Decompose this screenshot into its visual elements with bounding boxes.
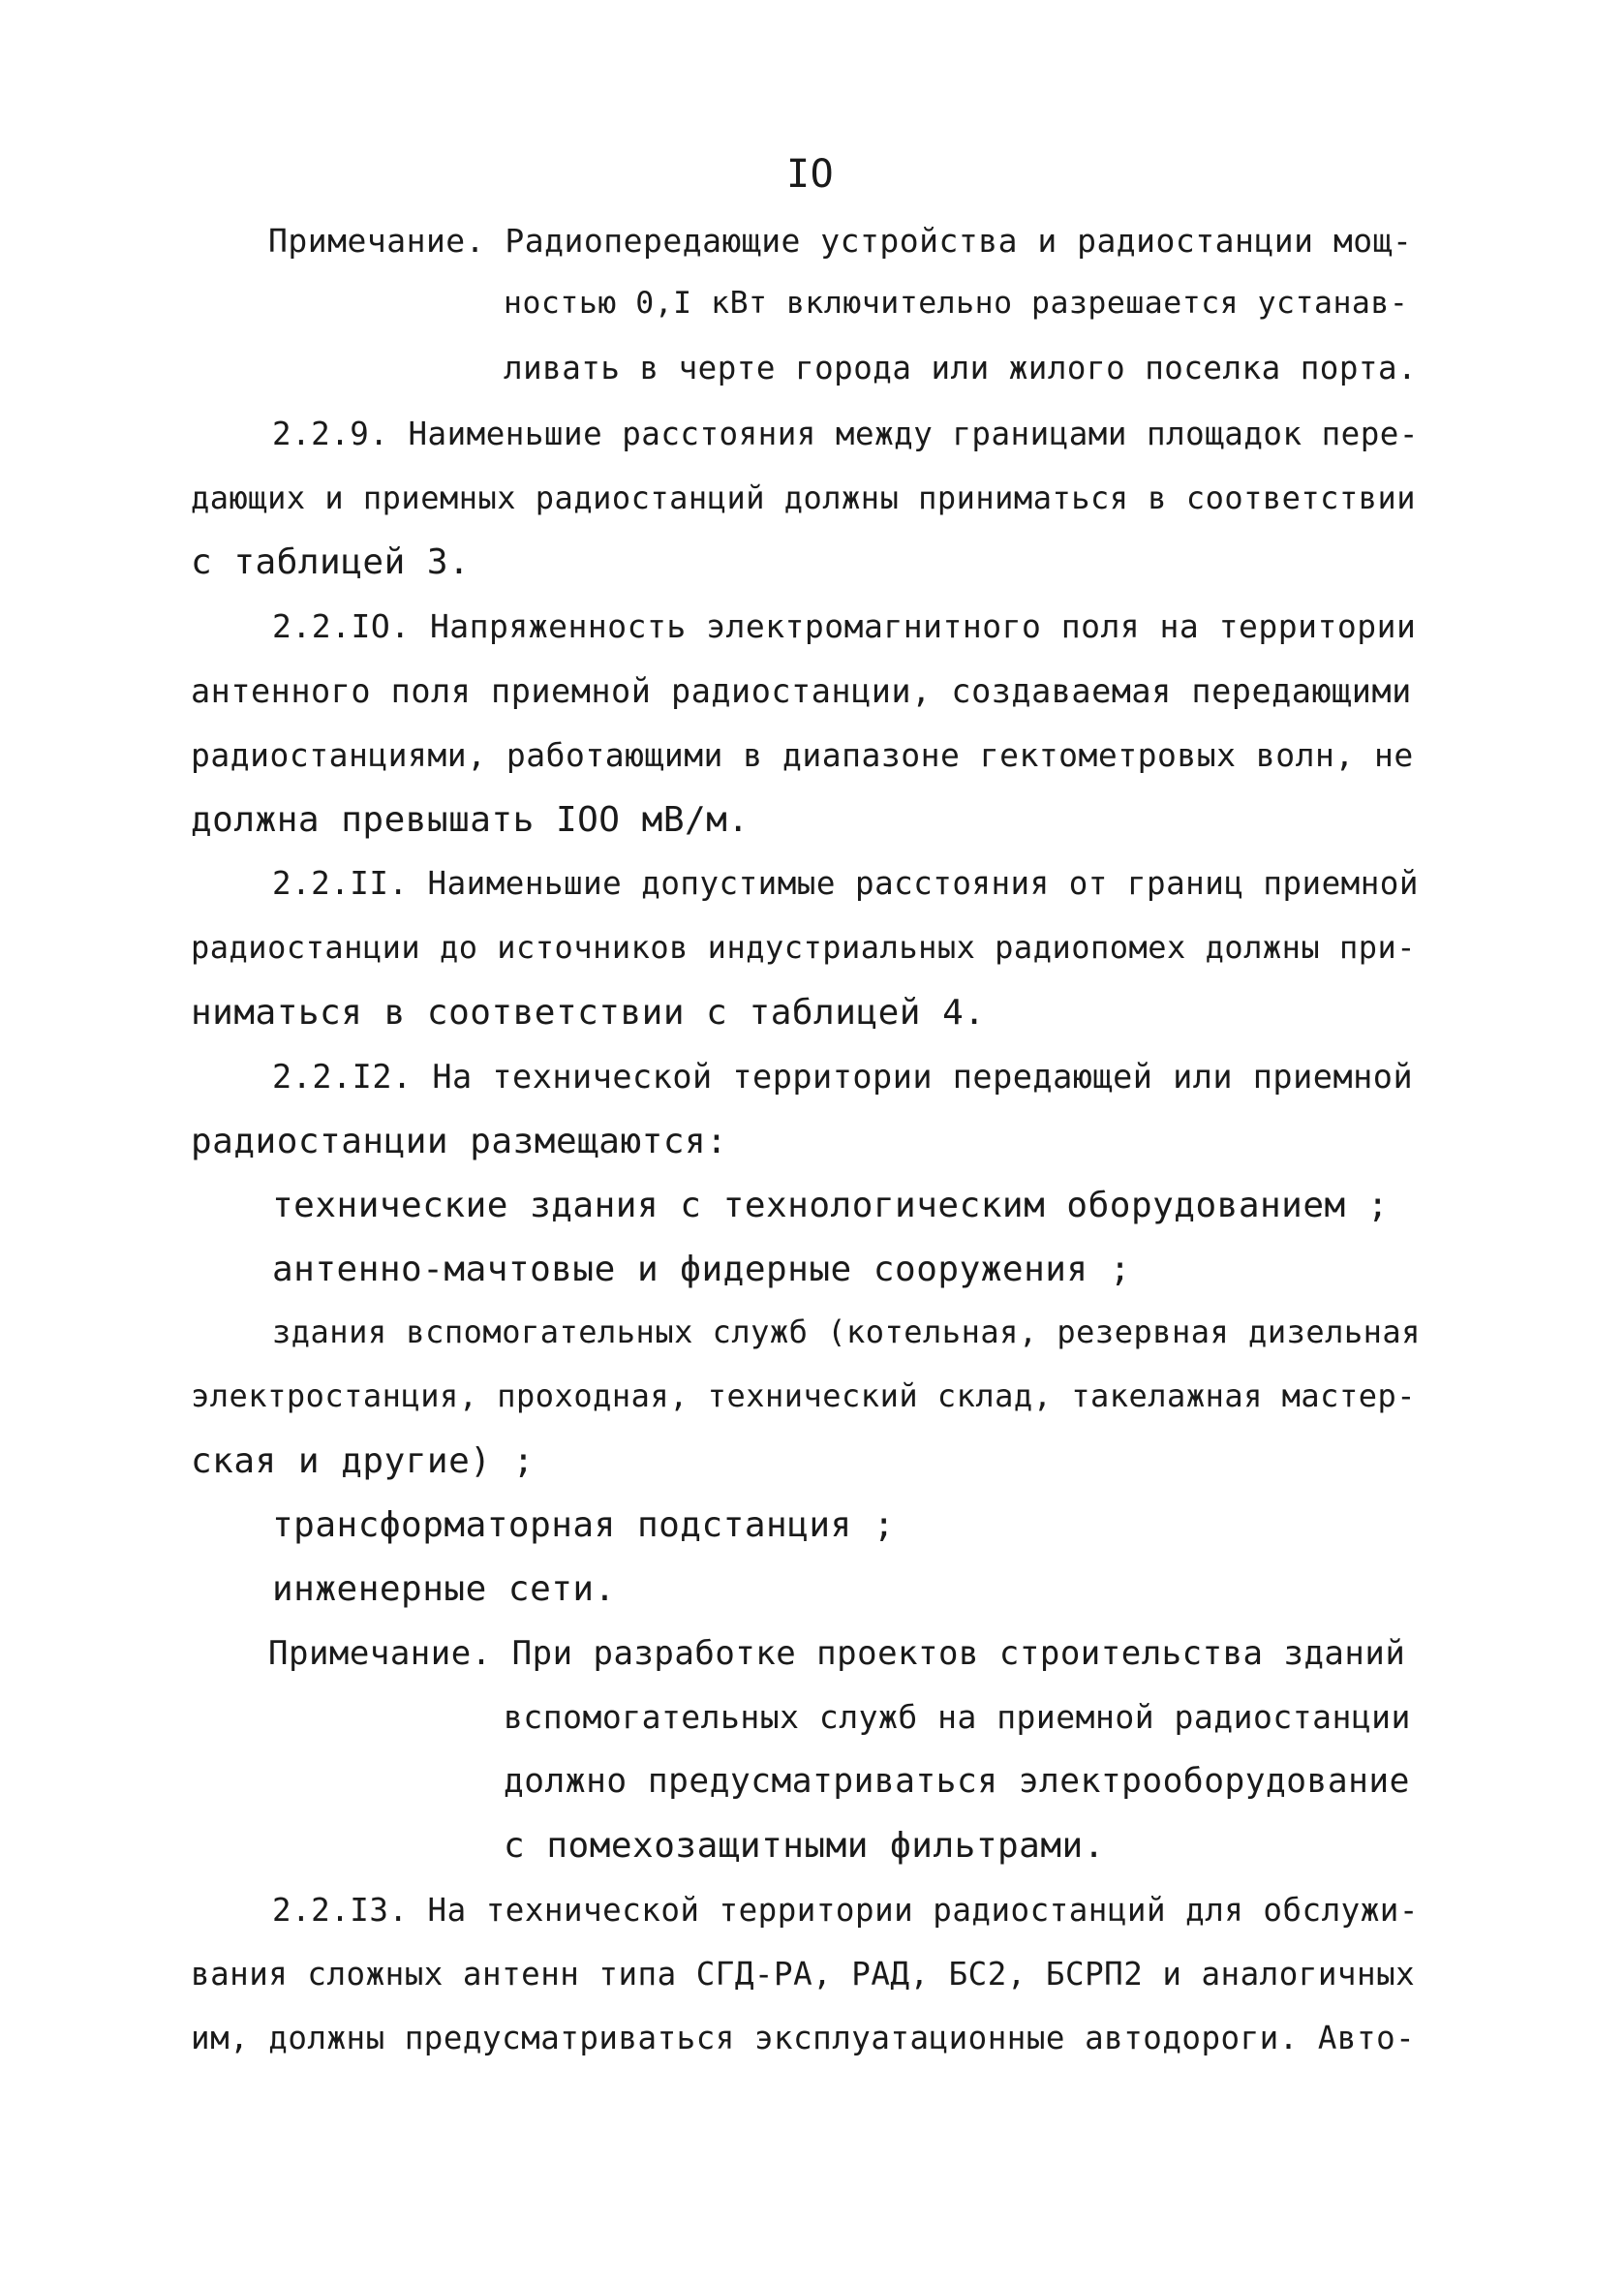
para-2-2-11-line-2: радиостанции до источников индустриальных радиопомех должны при-	[191, 929, 1416, 966]
note-2-line-3: должно предусматриваться электрооборудование	[504, 1762, 1410, 1801]
para-2-2-10-line-3: радиостанциями, работающими в диапазоне гектометровых волн, не	[191, 736, 1414, 774]
para-2-2-11-line-1: 2.2.II. Наименьшие допустимые расстояния от границ приемной	[272, 865, 1419, 902]
page-number: IO	[786, 152, 835, 197]
para-2-2-9-line-2: дающих и приемных радиостанций должны приниматься в соответствии	[191, 479, 1416, 516]
para-2-2-9-line-3: с таблицей 3.	[191, 542, 471, 582]
note-1-line-2: ностью 0,I кВт включительно разрешается устанав-	[504, 286, 1409, 321]
list-item-transformer-substation: трансформаторная подстанция ;	[272, 1505, 896, 1545]
list-item-utility-networks: инженерные сети.	[272, 1569, 616, 1609]
para-2-2-13-line-2: вания сложных антенн типа СГД-РА, РАД, БС2, БСРП2 и аналогичных	[191, 1956, 1416, 1993]
list-item-auxiliary-buildings-line-2: электростанция, проходная, технический склад, такелажная мастер-	[191, 1377, 1416, 1414]
note-1-line-1: Примечание. Радиопередающие устройства и радиостанции мощ-	[268, 222, 1413, 260]
para-2-2-10-line-2: антенного поля приемной радиостанции, создаваемая передающими	[191, 672, 1412, 710]
note-2-line-4: с помехозащитными фильтрами.	[504, 1826, 1105, 1866]
para-2-2-9-line-1: 2.2.9. Наименьшие расстояния между границами площадок пере-	[272, 416, 1419, 452]
para-2-2-10-line-1: 2.2.IO. Напряженность электромагнитного поля на территории	[272, 607, 1417, 645]
list-item-auxiliary-buildings-line-1: здания вспомогательных служб (котельная, резервная дизельная	[272, 1313, 1421, 1350]
para-2-2-13-line-3: им, должны предусматриваться эксплуатационные автодороги. Авто-	[191, 2020, 1416, 2056]
note-2-line-1: Примечание. При разработке проектов строительства зданий	[268, 1634, 1406, 1673]
note-2-line-2: вспомогательных служб на приемной радиостанции	[504, 1698, 1411, 1736]
para-2-2-11-line-3: ниматься в соответствии с таблицей 4.	[191, 993, 986, 1033]
list-item-technical-buildings: технические здания с технологическим оборудованием ;	[272, 1186, 1390, 1225]
note-1-line-3: ливать в черте города или жилого поселка порта.	[504, 350, 1418, 386]
list-item-auxiliary-buildings-line-3: ская и другие) ;	[191, 1441, 535, 1481]
para-2-2-12-line-1: 2.2.I2. На технической территории передающей или приемной	[272, 1058, 1414, 1096]
list-item-antenna-structures: антенно-мачтовые и фидерные сооружения ;	[272, 1250, 1131, 1289]
para-2-2-13-line-1: 2.2.I3. На технической территории радиостанций для обслужи-	[272, 1892, 1419, 1929]
para-2-2-10-line-4: должна превышать IOO мВ/м.	[191, 800, 750, 840]
para-2-2-12-line-2: радиостанции размещаются:	[191, 1122, 728, 1161]
